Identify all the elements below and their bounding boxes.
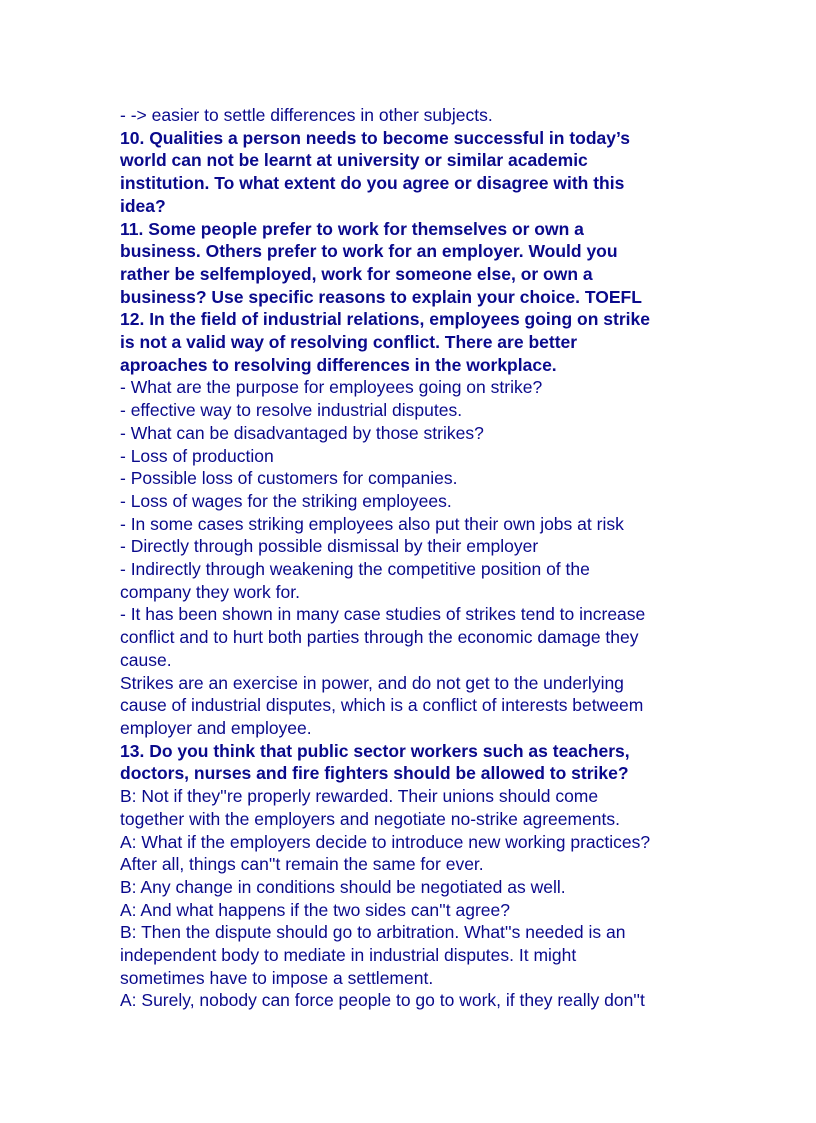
document-body	[120, 104, 700, 1012]
question-line: 13. Do you think that public sector workers such as teachers,	[120, 740, 630, 761]
text-line: B: Any change in conditions should be negotiated as well.	[120, 876, 566, 897]
question-line: doctors, nurses and fire fighters should be allowed to strike?	[120, 763, 629, 784]
text-line: sometimes have to impose a settlement.	[120, 967, 434, 988]
text-line: A: What if the employers decide to introduce new working practices?	[120, 831, 651, 852]
text-line: together with the employers and negotiate no-strike agreements.	[120, 808, 621, 829]
text-line: - What can be disadvantaged by those strikes?	[120, 422, 484, 443]
question-line: is not a valid way of resolving conflict. There are better	[120, 332, 578, 353]
text-line: After all, things can''t remain the same for ever.	[120, 854, 484, 875]
text-line: B: Not if they''re properly rewarded. Their unions should come	[120, 786, 599, 807]
text-line: - Directly through possible dismissal by their employer	[120, 536, 539, 557]
text-line: A: And what happens if the two sides can''t agree?	[120, 899, 510, 920]
text-line: cause of industrial disputes, which is a conflict of interests betweem	[120, 695, 644, 716]
text-line: cause.	[120, 649, 172, 670]
text-line: independent body to mediate in industrial disputes. It might	[120, 945, 577, 966]
question-line: rather be selfemployed, work for someone else, or own a	[120, 263, 593, 284]
text-line: - Loss of production	[120, 445, 274, 466]
question-line: 10. Qualities a person needs to become successful in today’s	[120, 127, 630, 148]
text-line: - What are the purpose for employees going on strike?	[120, 377, 543, 398]
question-line: idea?	[120, 195, 166, 216]
text-line: - Indirectly through weakening the competitive position of the	[120, 559, 590, 580]
text-line: - -> easier to settle differences in other subjects.	[120, 105, 493, 125]
question-line: institution. To what extent do you agree or disagree with this	[120, 173, 625, 194]
text-line: - effective way to resolve industrial disputes.	[120, 400, 463, 421]
question-line: business. Others prefer to work for an employer. Would you	[120, 241, 618, 262]
text-line: Strikes are an exercise in power, and do not get to the underlying	[120, 672, 624, 693]
question-line: business? Use specific reasons to explain your choice. TOEFL	[120, 286, 642, 307]
text-line: B: Then the dispute should go to arbitration. What''s needed is an	[120, 922, 626, 943]
text-line: A: Surely, nobody can force people to go to work, if they really don''t	[120, 990, 645, 1011]
question-line: 12. In the field of industrial relations, employees going on strike	[120, 309, 650, 330]
text-line: conflict and to hurt both parties through the economic damage they	[120, 627, 639, 648]
text-line: - Loss of wages for the striking employees.	[120, 490, 452, 511]
text-line: - It has been shown in many case studies of strikes tend to increase	[120, 604, 646, 625]
question-line: 11. Some people prefer to work for themselves or own a	[120, 218, 584, 239]
question-line: aproaches to resolving differences in the workplace.	[120, 354, 557, 375]
text-line: employer and employee.	[120, 717, 312, 738]
text-line: - Possible loss of customers for companies.	[120, 468, 458, 489]
text-line: - In some cases striking employees also put their own jobs at risk	[120, 513, 624, 534]
question-line: world can not be learnt at university or similar academic	[120, 150, 588, 171]
text-line: company they work for.	[120, 581, 300, 602]
